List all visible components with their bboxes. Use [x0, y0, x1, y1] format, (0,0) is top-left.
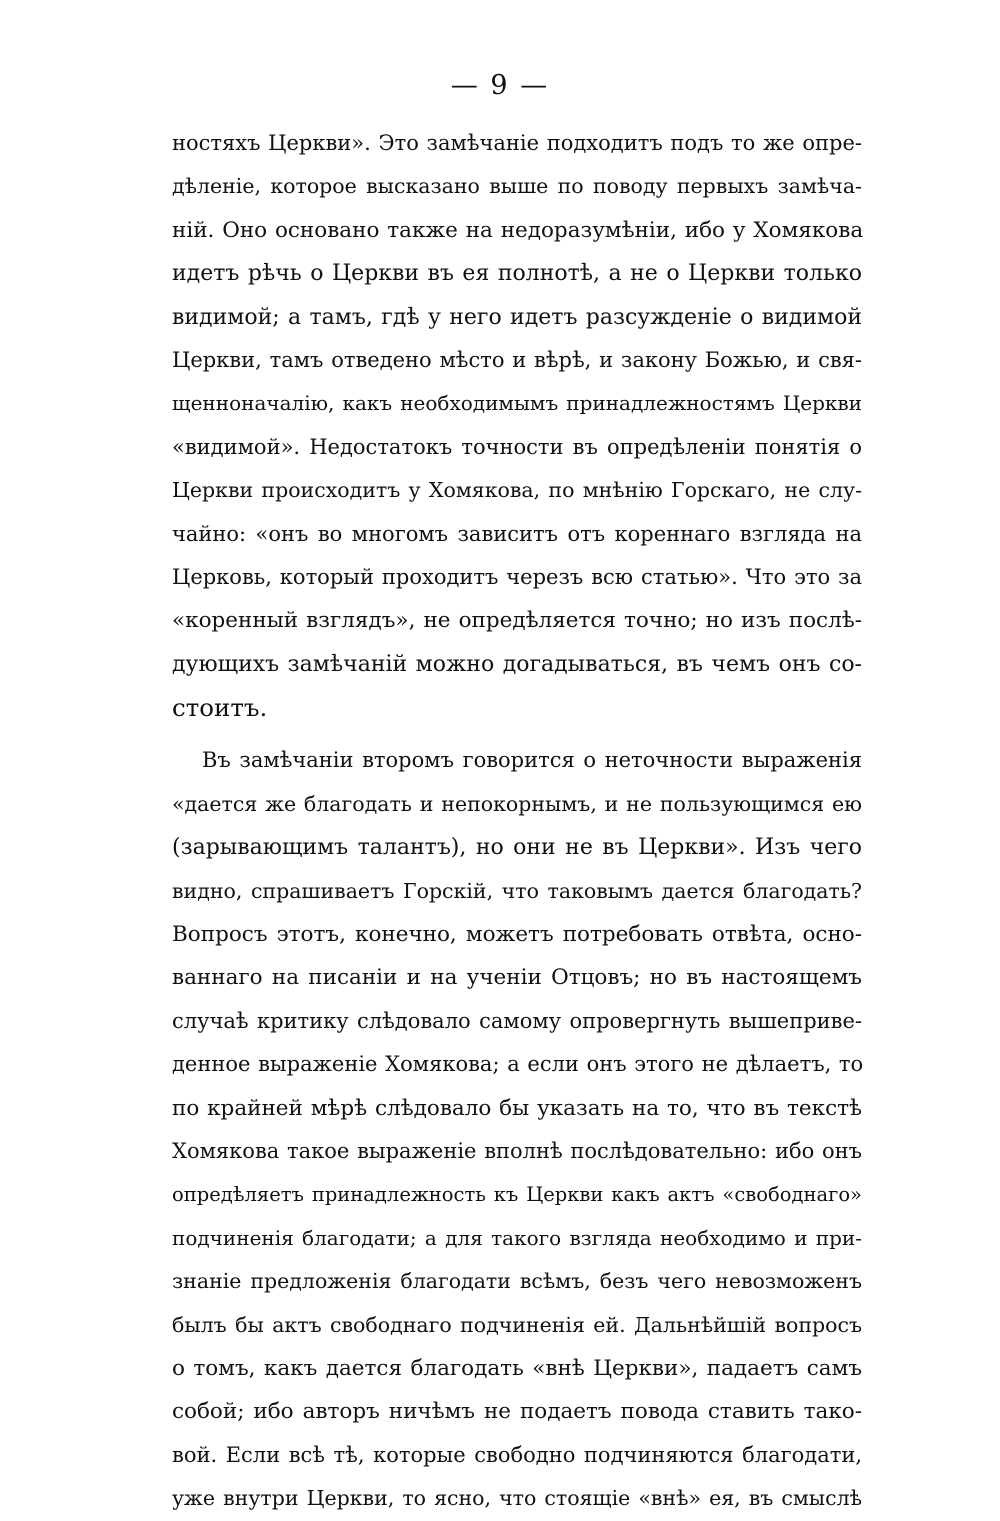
text-line: «дается же благодать и непокорнымъ, и не пользующимся ею [172, 791, 862, 816]
text-line: «видимой». Недостатокъ точности въ опредѣленіи понятія о [172, 434, 862, 459]
text-line: по крайней мѣрѣ слѣдовало бы указать на то, что въ текстѣ [172, 1095, 862, 1121]
text-line: ностяхъ Церкви». Это замѣчаніе подходитъ подъ то же опре- [172, 131, 862, 155]
text-line: денное выраженіе Хомякова; а если онъ этого не дѣлаетъ, то [172, 1052, 864, 1077]
text-line: знаніе предложенія благодати всѣмъ, безъ чего невозможенъ [172, 1269, 862, 1294]
paragraph-gap [172, 729, 862, 739]
text-line: Вопросъ этотъ, конечно, можетъ потребовать отвѣта, осно- [172, 922, 862, 948]
text-line: опредѣляетъ принадлежность къ Церкви какъ актъ «свободнаго» [172, 1183, 862, 1207]
body-text [172, 122, 862, 1521]
text-line: дующихъ замѣчаній можно догадываться, въ чемъ онъ со- [172, 651, 862, 677]
text-line: былъ бы актъ свободнаго подчиненія ей. Дальнѣйшій вопросъ [172, 1312, 862, 1337]
text-line: случаѣ критику слѣдовало самому опровергнуть вышеприве- [172, 1008, 862, 1033]
text-line: чайно: «онъ во многомъ зависитъ отъ кореннаго взгляда на [172, 521, 862, 546]
paragraph-1 [172, 122, 862, 729]
text-line: ваннаго на писаніи и на ученіи Отцовъ; но въ настоящемъ [172, 965, 862, 991]
text-line: подчиненія благодати; а для такого взгляда необходимо и при- [172, 1225, 862, 1250]
text-line: дѣленіе, которое высказано выше по поводу первыхъ замѣча- [172, 174, 862, 199]
text-line: стоитъ. [172, 693, 268, 723]
text-line: ній. Оно основано также на недоразумѣніи, ибо у Хомякова [172, 217, 864, 243]
paragraph-2 [172, 739, 862, 1520]
text-line: Хомякова такое выраженіе вполнѣ послѣдовательно: ибо онъ [172, 1138, 862, 1163]
text-line: Въ замѣчаніи второмъ говорится о неточности выраженія [202, 748, 862, 773]
text-line: собой; ибо авторъ ничѣмъ не подаетъ повода ставить тако- [172, 1399, 862, 1425]
text-line: видно, спрашиваетъ Горскій, что таковымъ дается благодать? [172, 878, 862, 903]
text-line: о томъ, какъ дается благодать «внѣ Церкви», падаетъ самъ [172, 1355, 862, 1381]
text-line: «коренный взглядъ», не опредѣляется точно; но изъ послѣ- [172, 608, 862, 634]
text-line: Церкви, тамъ отведено мѣсто и вѣрѣ, и закону Божью, и свя- [172, 347, 862, 372]
text-line: (зарывающимъ талантъ), но они не въ Церкви». Изъ чего [172, 835, 862, 861]
text-line: видимой; а тамъ, гдѣ у него идетъ разсужденіе о видимой [172, 304, 862, 330]
page-number: — 9 — [450, 70, 550, 101]
text-line: Церковь, который проходитъ черезъ всю статью». Что это за [172, 564, 862, 589]
text-line: щенноначалію, какъ необходимымъ принадлежностямъ Церкви [172, 391, 862, 416]
text-line: вой. Если всѣ тѣ, которые свободно подчиняются благодати, [172, 1442, 862, 1467]
text-line: уже внутри Церкви, то ясно, что стоящіе «внѣ» ея, въ смыслѣ [172, 1486, 862, 1511]
text-line: Церкви происходитъ у Хомякова, по мнѣнію Горскаго, не слу- [172, 478, 862, 503]
text-line: идетъ рѣчь о Церкви въ ея полнотѣ, а не о Церкви только [172, 261, 862, 287]
